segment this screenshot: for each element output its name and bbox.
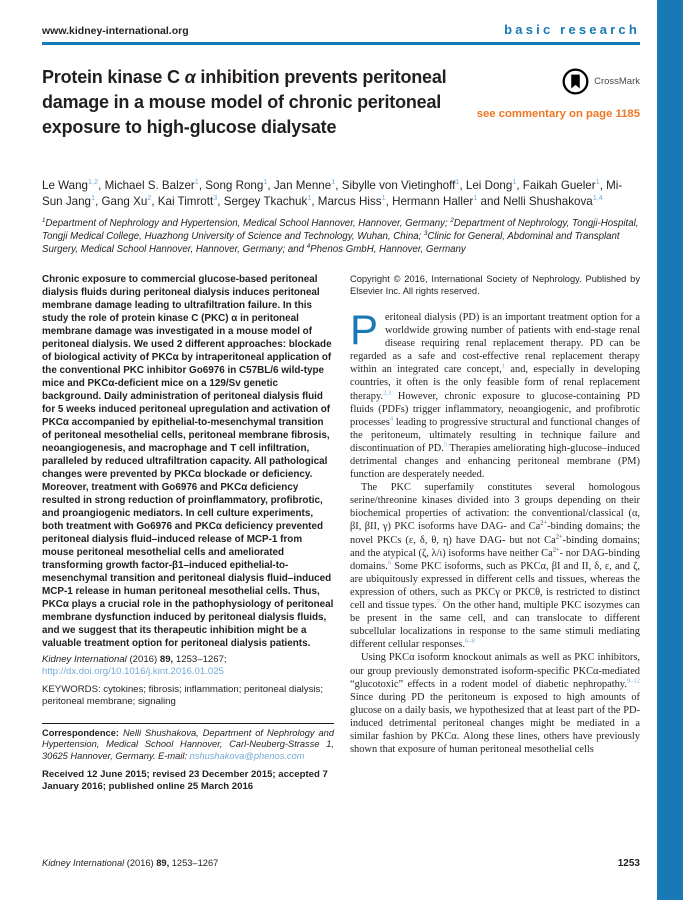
footer-citation: Kidney International (2016) 89, 1253–1267 [42,858,219,868]
section-label: basic research [504,22,640,37]
paragraph-text: eritoneal dialysis (PD) is an important treatment option for a worldwide growing number of patients with end-stage renal disease requiring renal replacement therapy. PD can be regarded as a safe and cost-effective renal replacement therapy within an integrated care concept,$^1$ and, especially in developing countries, it often is the only feasible form of renal replacement therapy.$^{2,3}$ However, chronic exposure to glucose-containing PD fluids (PDFs) trigger inflammatory, neoangiogenic, and profibrotic processes$^4$ leading to progressive structural and functional changes of the peritoneum, ultimately resulting in technique failure and discontinuation of PD.$^5$ Therapies ameliorating high-glucose–induced detrimental changes and enhancing peritoneal membrane (PM) function are desperately needed. [350,311,640,481]
abstract-column [42,273,334,839]
author-list: Le Wang$^{1,2}$, Michael S. Balzer$^1$, Song Rong$^1$, Jan Menne$^1$, Sibylle von Vietinghoff$^1$, Lei Dong$^1$, Faikah Gueler$^1$, Mi-Sun Jang$^1$, Gang Xu$^2$, Kai Timrott$^3$, Sergey Tkachuk$^1$, Marcus Hiss$^1$, Hermann Haller$^1$ and Nelli Shushakova$^{1,4}$ [42,177,623,208]
footnote-divider [42,723,334,724]
introduction-text [350,305,640,756]
crossmark-badge[interactable] [562,68,640,95]
masthead [42,0,640,45]
body-column [350,273,640,839]
affiliations: $^1$Department of Nephrology and Hypertension, Medical School Hannover, Hannover, Germany; $^2$Department of Nephrology, Tongji-Hospital, Tongji Medical College, Huazhong University of Science and Technology, Wuhan, China; $^3$Clinic for General, Abdominal and Transplant Surgery, Medical School Hannover, Hannover, Germany; and $^4$Phenos GmbH, Hannover, Germany [42,216,639,255]
abstract-text: Chronic exposure to commercial glucose-based peritoneal dialysis fluids during peritoneal dialysis induces peritoneal membrane damage leading to ultrafiltration failure. In this study the role of protein kinase C (PKC) α in peritoneal membrane damage was investigated in a mouse model of peritoneal dialysis. We used 2 different approaches: blockade of biological activity of PKCα by intraperitoneal application of the conventional PKC inhibitor Go6976 in C57BL/6 wild-type mice and PKCα-deficient mice on a 129/Sv genetic background. Daily administration of peritoneal dialysis fluid for 5 weeks induced peritoneal upregulation and activation of PKCα accompanied by epithelial-to-mesenchymal transition of peritoneal mesothelial cells, peritoneal membrane fibrosis, neoangiogenesis, and macrophage and T cell infiltration, paralleled by reduced ultrafiltration capacity. All pathological changes were prevented by PKCα blockade or deficiency. Moreover, treatment with Go6976 and PKCα deficiency resulted in strong reduction of proinflammatory, profibrotic, and proangiogenic mediators. In cell culture experiments, both treatment with Go6976 and PKCα deficiency prevented peritoneal dialysis fluid–induced release of MCP-1 from mouse peritoneal mesothelial cells and ameliorated transforming growth factor-β1–induced epithelial-to-mesenchymal transition and peritoneal dialysis fluid–induced MCP-1 release in human peritoneal mesothelial cells. Thus, PKCα plays a crucial role in the pathophysiology of peritoneal membrane dysfunction induced by peritoneal dialysis fluids, and we suggest that its therapeutic inhibition might be a valuable treatment option for peritoneal dialysis patients. [42,273,334,649]
body-paragraph: Using PKCα isoform knockout animals as well as PKC inhibitors, our group previously demonstrated isoform-specific PKCα-mediated “glucotoxic” effects in a rodent model of diabetic nephropathy.$^{9-12}$ Since during PD the peritoneum is exposed to high amounts of glucose on a daily basis, we hypothesized that at least part of the PD-induced detrimental peritoneal changes might be mediated in a similar fashion by PKCα. Along these lines, others have previously shown that exposure of human peritoneal mesothelial cells [350,652,640,756]
journal-url: www.kidney-international.org [42,25,189,37]
crossmark-label: CrossMark [594,76,640,87]
page-content [42,0,640,839]
keywords-line: KEYWORDS: cytokines; fibrosis; inflammation; peritoneal dialysis; peritoneal membrane; signaling [42,683,323,708]
citation-line: Kidney International (2016) 89, 1253–1267; http://dx.doi.org/10.1016/j.kint.2016.01.025 [42,653,227,678]
title-block [42,65,640,250]
email-link[interactable]: nshushakova@phenos.com [189,751,305,762]
page-footer [42,858,640,869]
received-dates: Received 12 June 2015; revised 23 December 2015; accepted 7 January 2016; published online 25 March 2016 [42,768,328,793]
commentary-link[interactable]: see commentary on page 1185 [476,108,640,120]
body-paragraph: The PKC superfamily constitutes several homologous serine/threonine kinases divided into 3 groups depending on their biochemical properties of activation: the conventional/classical (α, βI, βII, γ) PKC isoforms have DAG- and $Ca^{2+}$-binding domains; the novel PKCs (ε, δ, θ, η) have DAG- but not $Ca^{2+}$-binding domains; and the atypical (ζ, λ/ι) isoforms have neither $Ca^{2+}-$ nor DAG-binding domains.$^6$ Some PKC isoforms, such as PKCα, βI and II, δ, ε, and ζ, are ubiquitously expressed in different cells and tissues, whereas the expression of others, such as PKCγ or PKCθ, is restricted to distinct cell and tissue types.$^7$ On the other hand, multiple PKC isozymes can be present in the same cell, and can translocate to different subcellular localizations in response to the same stimuli mediating different cellular responses.$^{6-8}$ [350,482,640,651]
drop-cap: P [350,305,379,353]
page-number: 1253 [617,858,640,869]
crossmark-icon [562,68,589,95]
body-paragraph [350,305,640,481]
correspondence-note: Correspondence: Nelli Shushakova, Department of Nephrology and Hypertension, Medical School Hannover, Carl-Neuberg-Strasse 1, 30625 Hannover, Germany. E-mail: nshushakova@phenos.com [42,727,334,762]
copyright-note: Copyright © 2016, International Society of Nephrology. Published by Elsevier Inc. All rights reserved. [350,273,640,296]
two-column-layout [42,273,640,839]
article-title: Protein kinase C α inhibition prevents peritoneal damage in a mouse model of chronic peritoneal exposure to high-glucose dialysate [42,67,447,137]
doi-link[interactable]: http://dx.doi.org/10.1016/j.kint.2016.01.025 [42,666,224,678]
edge-accent-bar [657,0,683,900]
